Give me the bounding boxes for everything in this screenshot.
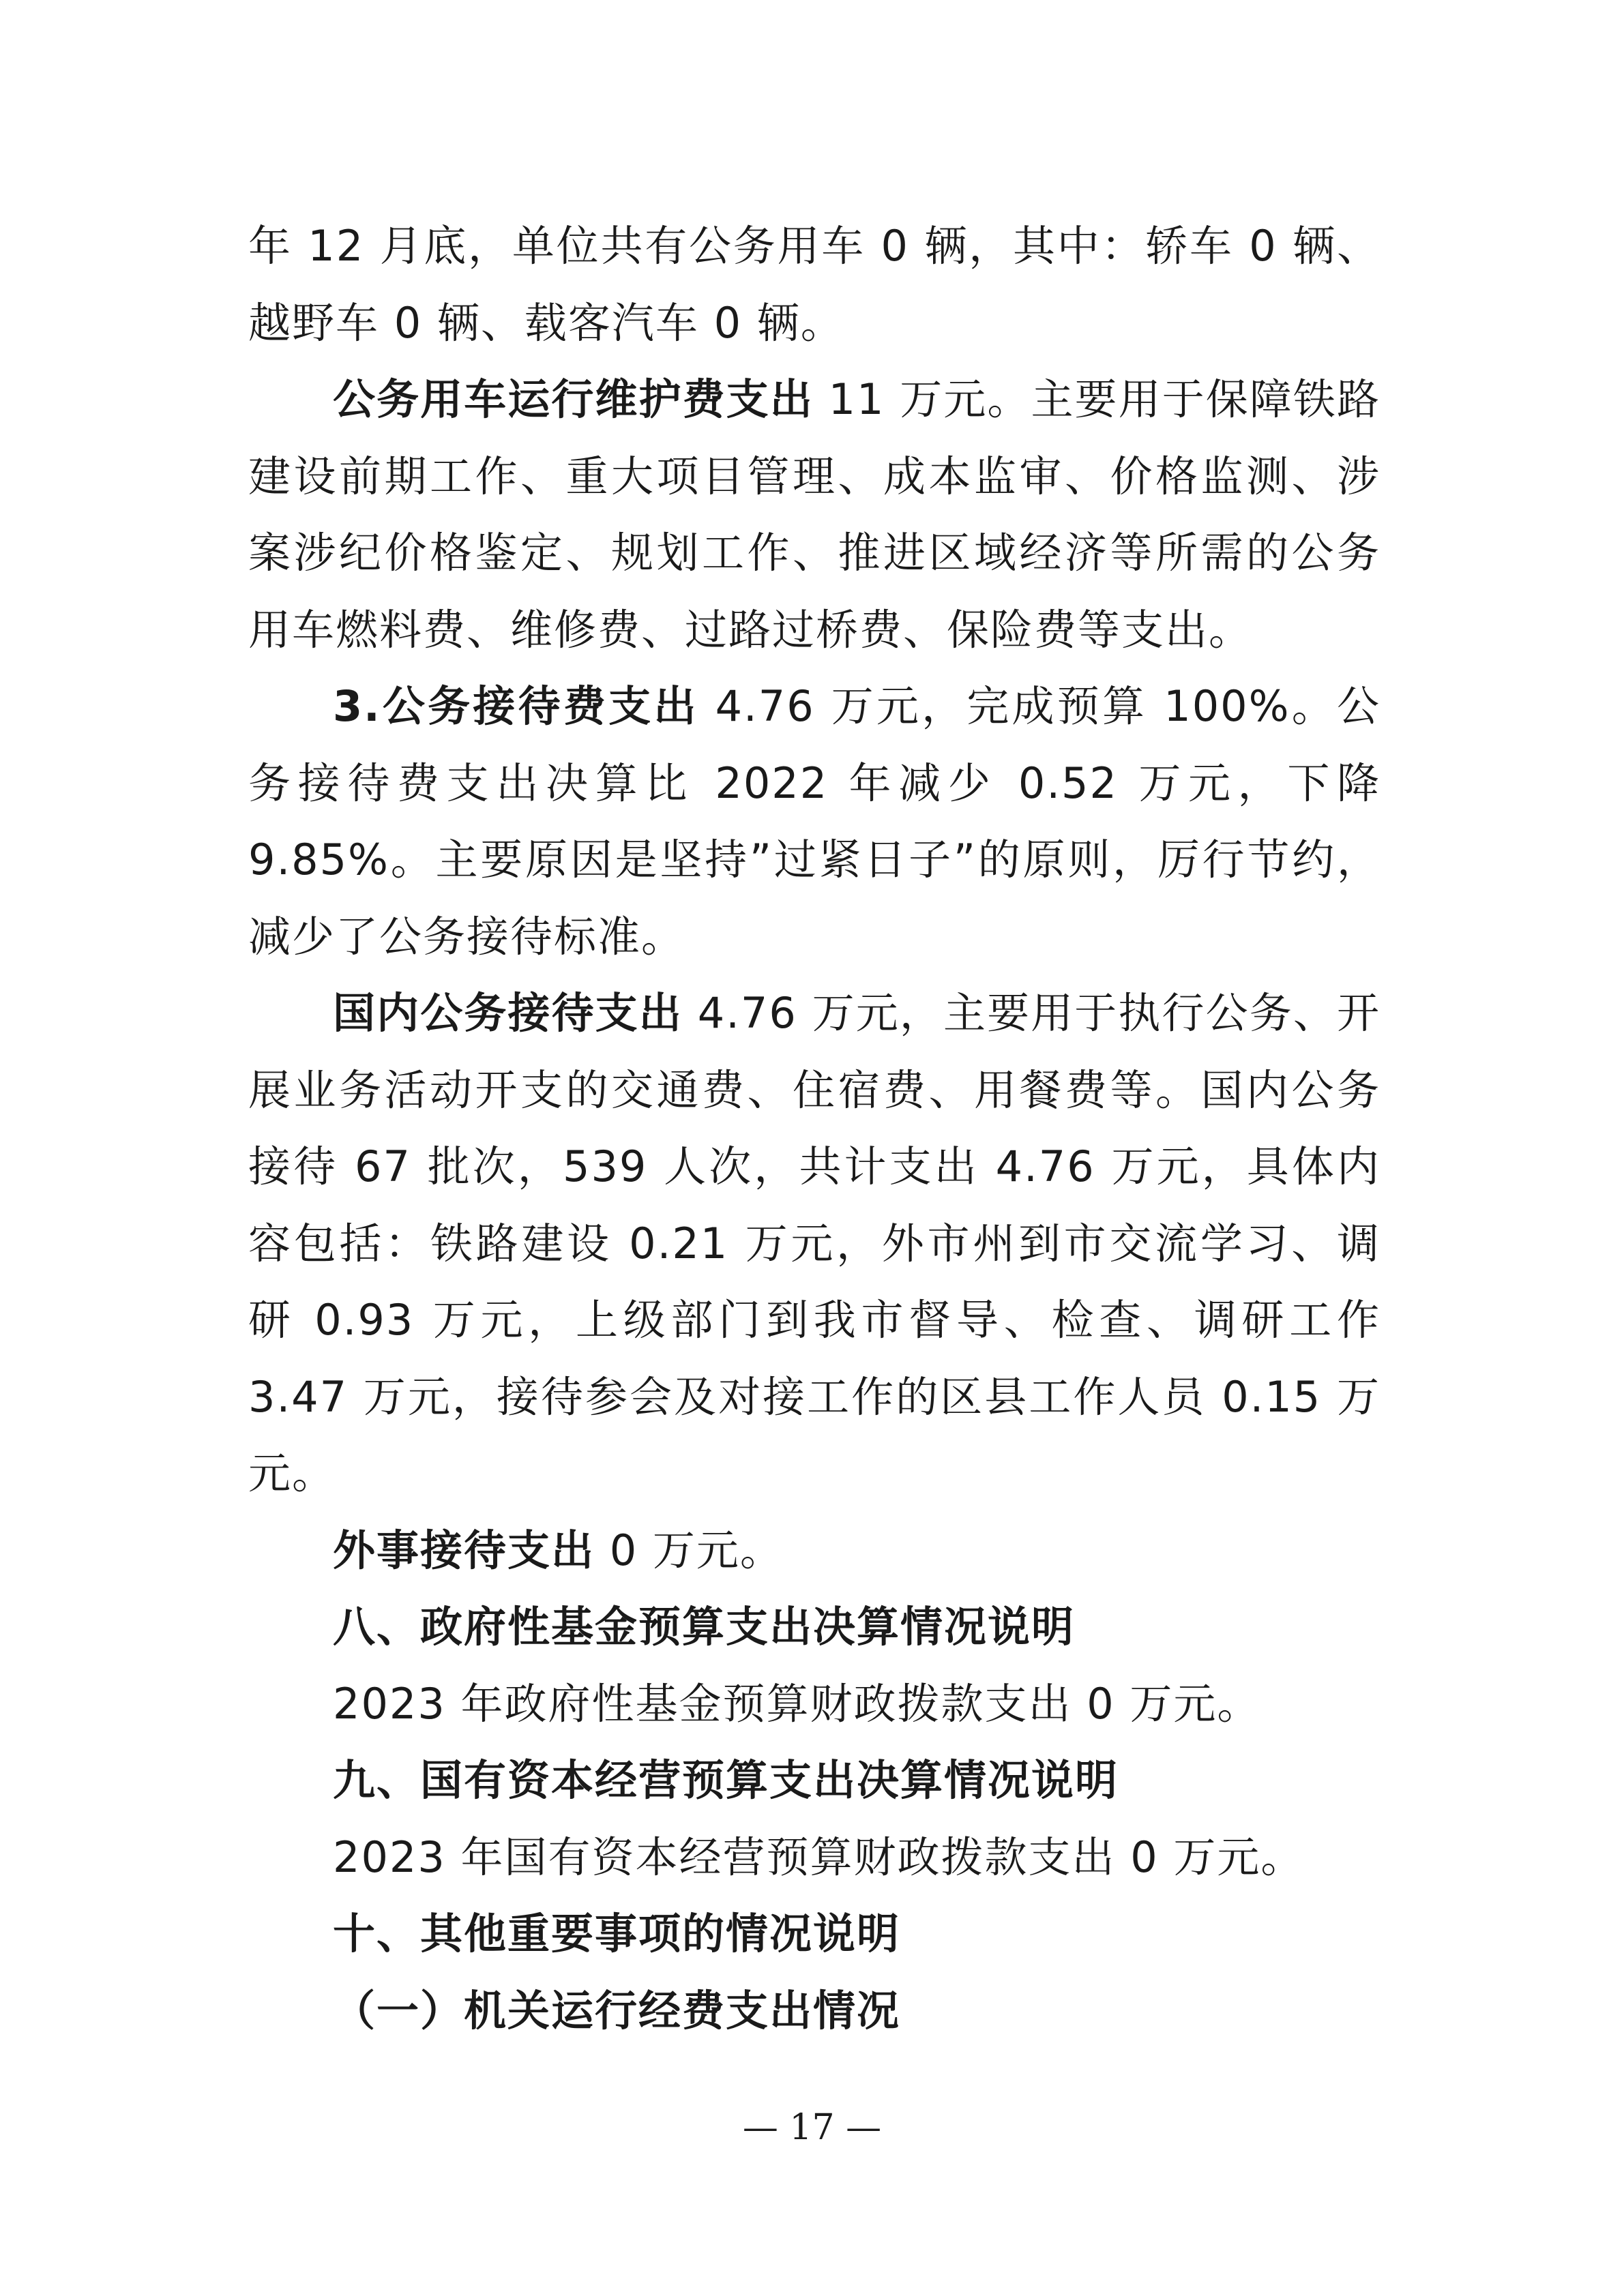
paragraph-lead-domestic-reception: 国内公务接待支出 <box>333 988 683 1038</box>
paragraph-text-reception-expense: 4.76 万元，完成预算 100%。公务接待费支出决算比 2022 年减少 0.52 万元，下降 9.85%。主要原因是坚持”过紧日子”的原则，厉行节约，减少了公务接待标准。 <box>248 681 1381 961</box>
paragraph-vehicle-count: 年 12 月底，单位共有公务用车 0 辆，其中：轿车 0 辆、越野车 0 辆、载客汽车 0 辆。 <box>248 221 1381 348</box>
section-heading-10: 十、其他重要事项的情况说明 <box>333 1909 901 1958</box>
paragraph-text-foreign-reception: 0 万元。 <box>595 1525 784 1575</box>
document-body <box>248 208 1381 2049</box>
section-heading-9: 九、国有资本经营预算支出决算情况说明 <box>333 1755 1119 1805</box>
paragraph-foreign-reception <box>248 1512 1381 1590</box>
paragraph-government-fund: 2023 年政府性基金预算财政拨款支出 0 万元。 <box>333 1678 1261 1729</box>
paragraph-lead-foreign-reception: 外事接待支出 <box>333 1525 595 1575</box>
paragraph-vehicle-maintenance <box>248 361 1381 668</box>
paragraph-lead-reception-expense: 3.公务接待费支出 <box>333 681 699 731</box>
paragraph-text-domestic-reception: 4.76 万元，主要用于执行公务、开展业务活动开支的交通费、住宿费、用餐费等。国内公务接待 67 批次，539 人次，共计支出 4.76 万元，具体内容包括：铁路建设 0.21 万元，外市州到市交流学习、调研 0.93 万元，上级部门到我市督导、检查、调研工作 3.47 万元，接待参会及对接工作的区县工作人员 0.15 万元。 <box>248 988 1381 1498</box>
paragraph-domestic-reception <box>248 975 1381 1512</box>
paragraph-lead-vehicle-maintenance: 公务用车运行维护费支出 <box>333 374 814 424</box>
paragraph-state-capital: 2023 年国有资本经营预算财政拨款支出 0 万元。 <box>333 1832 1305 1882</box>
paragraph-reception-expense <box>248 668 1381 975</box>
section-heading-8: 八、政府性基金预算支出决算情况说明 <box>333 1602 1076 1652</box>
paragraph-text-vehicle-maintenance: 11 万元。主要用于保障铁路建设前期工作、重大项目管理、成本监审、价格监测、涉案涉纪价格鉴定、规划工作、推进区域经济等所需的公务用车燃料费、维修费、过路过桥费、保险费等支出。 <box>248 374 1381 655</box>
page-number: — 17 — <box>742 2107 882 2148</box>
subsection-heading-10-1: （一）机关运行经费支出情况 <box>333 1985 901 2036</box>
